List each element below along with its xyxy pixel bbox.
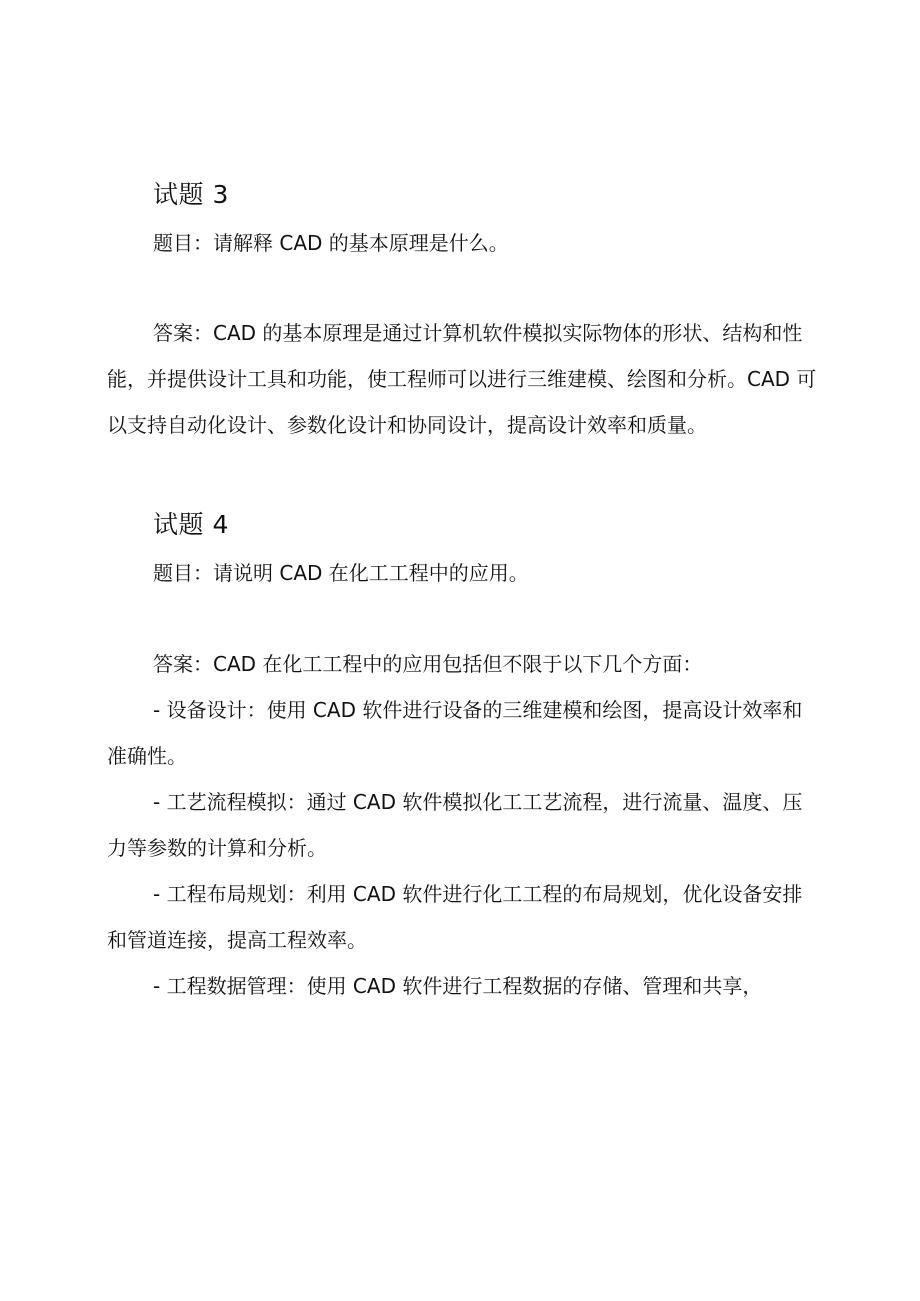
section-3-answer: 答案：CAD 的基本原理是通过计算机软件模拟实际物体的形状、结构和性能，并提供设计工具和功能，使工程师可以进行三维建模、绘图和分析。CAD 可以支持自动化设计、参数化设计和协同设计，提高设计效率和质量。 (107, 321, 817, 437)
section-3-question: 题目：请解释 CAD 的基本原理是什么。 (153, 231, 509, 255)
document-content (107, 170, 819, 1009)
section-3-title: 试题 3 (153, 180, 229, 209)
list-item: - 工程布局规划：利用 CAD 软件进行化工工程的布局规划，优化设备安排和管道连接，提高工程效率。 (107, 882, 803, 952)
spacer (107, 266, 819, 310)
list-item: - 工艺流程模拟：通过 CAD 软件模拟化工工艺流程，进行流量、温度、压力等参数的计算和分析。 (107, 790, 803, 860)
section-4-question: 题目：请说明 CAD 在化工工程中的应用。 (153, 561, 529, 585)
section-4-title: 试题 4 (153, 510, 229, 539)
spacer (107, 448, 819, 500)
list-item: - 工程数据管理：使用 CAD 软件进行工程数据的存储、管理和共享， (153, 974, 763, 998)
section-4-answer-intro: 答案：CAD 在化工工程中的应用包括但不限于以下几个方面： (153, 652, 703, 676)
spacer (107, 596, 819, 641)
list-item: - 设备设计：使用 CAD 软件进行设备的三维建模和绘图，提高设计效率和准确性。 (107, 698, 803, 768)
